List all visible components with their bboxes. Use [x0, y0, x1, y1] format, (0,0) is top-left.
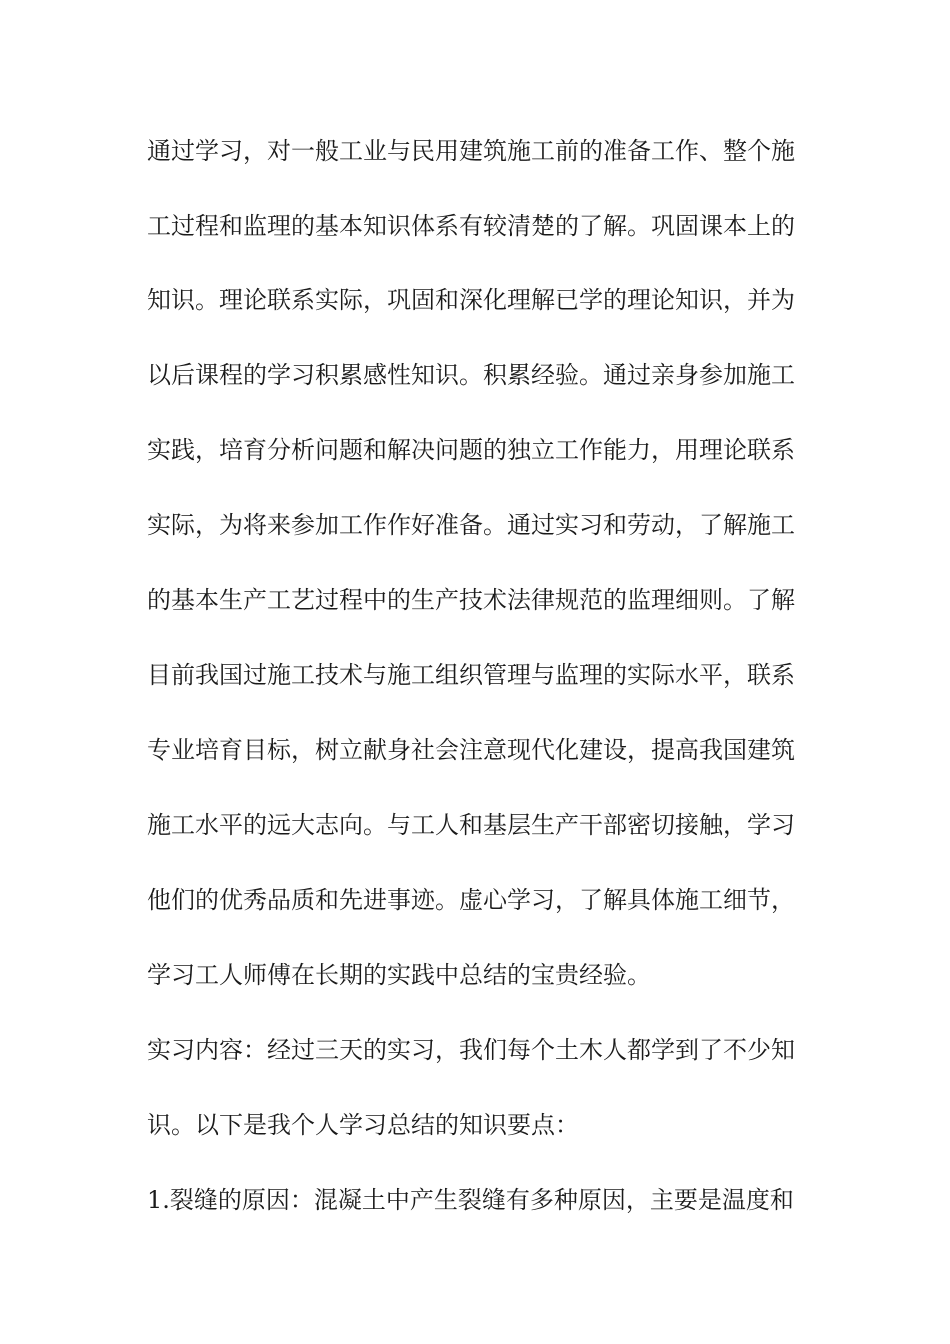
paragraph-line: 专业培育目标，树立献身社会注意现代化建设，提高我国建筑 [147, 736, 795, 764]
paragraph-line: 学习工人师傅在长期的实践中总结的宝贵经验。 [147, 961, 651, 989]
list-item-line: 1.裂缝的原因：混凝土中产生裂缝有多种原因，主要是温度和 [147, 1186, 794, 1214]
paragraph-line: 实践，培育分析问题和解决问题的独立工作能力，用理论联系 [147, 436, 795, 464]
paragraph-line: 知识。理论联系实际，巩固和深化理解已学的理论知识，并为 [147, 286, 795, 314]
paragraph-line: 以后课程的学习积累感性知识。积累经验。通过亲身参加施工 [147, 361, 795, 389]
paragraph-line: 实际，为将来参加工作作好准备。通过实习和劳动，了解施工 [147, 511, 795, 539]
paragraph-line: 通过学习，对一般工业与民用建筑施工前的准备工作、整个施 [147, 137, 795, 165]
section-line: 识。以下是我个人学习总结的知识要点： [147, 1111, 579, 1139]
paragraph-line: 工过程和监理的基本知识体系有较清楚的了解。巩固课本上的 [147, 212, 795, 240]
paragraph-line: 施工水平的远大志向。与工人和基层生产干部密切接触，学习 [147, 811, 795, 839]
section-line: 实习内容：经过三天的实习，我们每个土木人都学到了不少知 [147, 1036, 795, 1064]
paragraph-line: 的基本生产工艺过程中的生产技术法律规范的监理细则。了解 [147, 586, 795, 614]
paragraph-line: 他们的优秀品质和先进事迹。虚心学习，了解具体施工细节， [147, 886, 795, 914]
paragraph-line: 目前我国过施工技术与施工组织管理与监理的实际水平，联系 [147, 661, 795, 689]
